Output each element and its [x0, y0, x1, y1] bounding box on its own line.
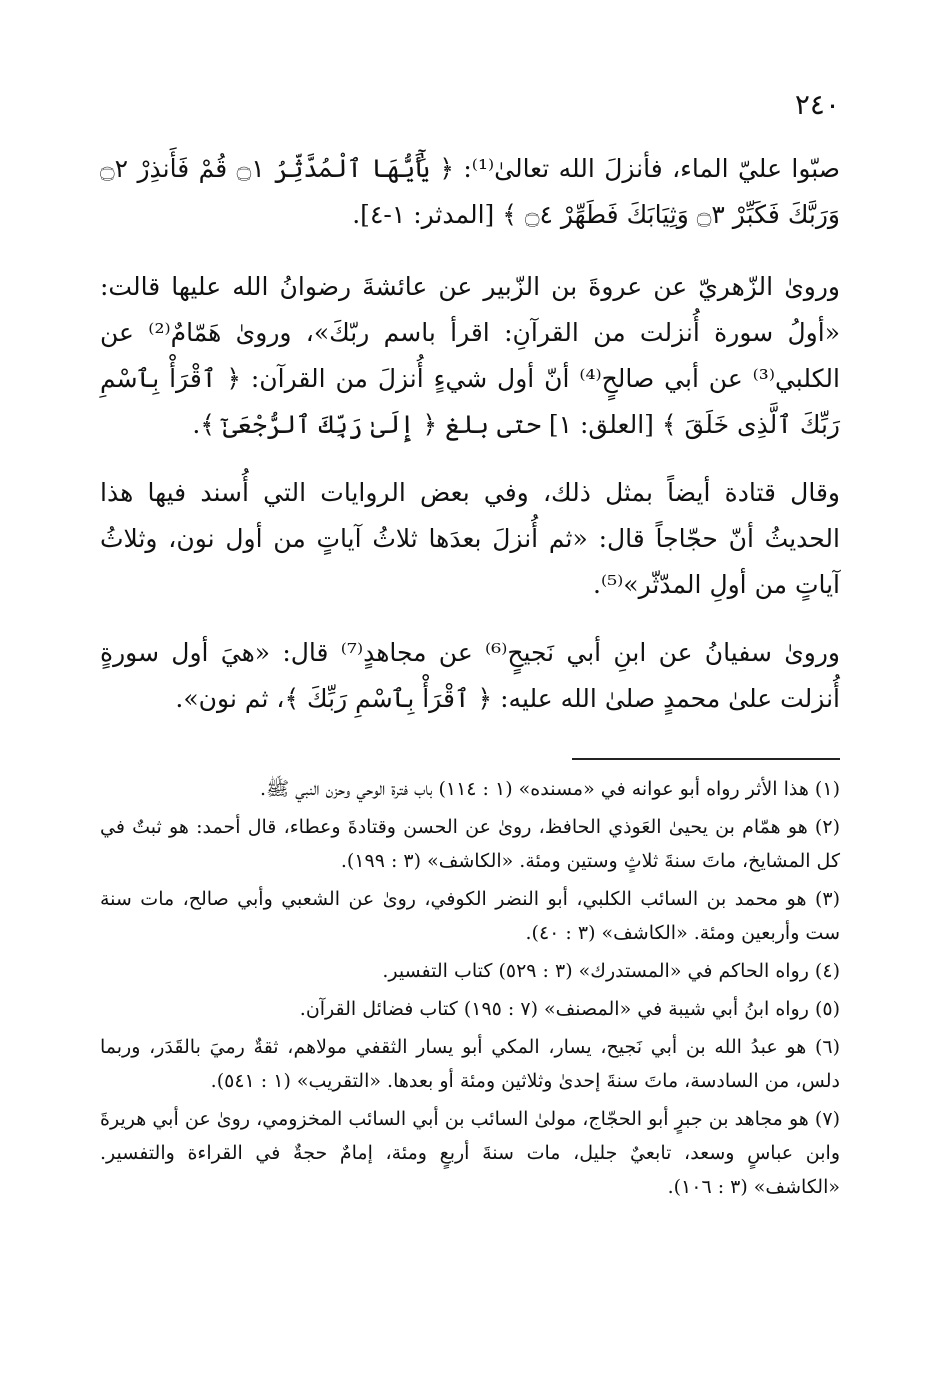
footnote: (٣) هو محمد بن السائب الكلبي، أبو النضر الكوفي، روىٰ عن الشعبي وأبي صالح، مات سنة ست وأربعين ومئة. «الكاشف» (٣ : ٤٠).: [100, 888, 840, 944]
footnote: (٤) رواه الحاكم في «المستدرك» (٣ : ٥٢٩) كتاب التفسير.: [382, 960, 840, 982]
footnote: (٦) هو عبدُ الله بن أبي نَجيح، يسار، المكي أبو يسار الثقفي مولاهم، ثقةٌ رميَ بالقَدَر، وربما دلس، من السادسة، ماتَ سنةَ إحدىٰ وثلاثين ومئة أو بعدها. «التقريب» (١ : ٥٤١).: [100, 1036, 840, 1092]
paragraph: وروىٰ سفيانُ عن ابنِ أبي نَجيحٍ⁽⁶⁾ عن مجاهدٍ⁽⁷⁾ قال: «هيَ أول سورةٍ أُنزلت علىٰ محمدٍ صلىٰ الله عليه: ﴿ ٱقْرَأْ بِٱسْمِ رَبِّكَ ﴾، ثم نون».: [100, 638, 840, 713]
paragraph: وروىٰ الزّهريّ عن عروةَ بن الزّبير عن عائشةَ رضوانُ الله عليها قالت: «أولُ سورة أُنزلت من القرآنِ: اقرأ باسم ربّكَ»، وروىٰ هَمّامٌ⁽²⁾ عن الكلبي⁽³⁾ عن أبي صالحٍ⁽⁴⁾ أنّ أول شيءٍ أُنزلَ من القرآن: ﴿ ٱقْرَأْ بِٱسْمِ رَبِّكَ ٱلَّذِى خَلَقَ ﴾ [العلق: ١] حتى بلغ ﴿ إِلَىٰ رَبِّكَ ٱلرُّجْعَىٰٓ ﴾.: [100, 272, 840, 439]
footnote: (٥) رواه ابنُ أبي شيبة في «المصنف» (٧ : ١٩٥) كتاب فضائل القرآن.: [299, 998, 840, 1020]
main-text: [100, 146, 840, 744]
page-number: ٢٤٠: [794, 88, 840, 121]
paragraph: وقال قتادة أيضاً بمثل ذلك، وفي بعض الروايات التي أُسند فيها هذا الحديثُ أنّ حجّاجاً قال: «ثم أُنزلَ بعدَها ثلاثُ آياتٍ من أول نون، وثلاثُ آياتٍ من أولِ المدّثّر»⁽⁵⁾.: [100, 478, 840, 599]
paragraph: صبّوا عليّ الماء، فأنزلَ الله تعالىٰ⁽¹⁾: ﴿ يَٰٓأَيُّهَا ٱلْمُدَّثِّرُ ۝١ قُمْ فَأَنذِرْ ۝٢ وَرَبَّكَ فَكَبِّرْ ۝٣ وَثِيَابَكَ فَطَهِّرْ ۝٤ ﴾ [المدثر: ١-٤].: [100, 154, 841, 229]
footnotes: [100, 772, 840, 1208]
footnote-divider: [572, 758, 840, 760]
footnote: (٧) هو مجاهد بن جبرٍ أبو الحجّاج، مولىٰ السائب بن أبي السائب المخزومي، روىٰ عن أبي هريرةَ وابن عباسٍ وسعد، تابعيٌ جليل، مات سنةَ أربعٍ ومئة، إمامٌ حجةٌ في القراءة والتفسير. «الكاشف» (٣ : ١٠٦).: [100, 1108, 840, 1198]
footnote: (٢) هو همّام بن يحيىٰ العَوذي الحافظ، روىٰ عن الحسن وقتادةَ وعطاء، قال أحمد: هو ثبتٌ في كل المشايخ، ماتَ سنةَ ثلاثٍ وستين ومئة. «الكاشف» (٣ : ١٩٩).: [100, 816, 840, 872]
footnote: (١) هذا الأثر رواه أبو عوانه في «مسنده» (١ : ١١٤) باب فترة الوحي وحزن النبي ﷺ.: [260, 778, 840, 800]
